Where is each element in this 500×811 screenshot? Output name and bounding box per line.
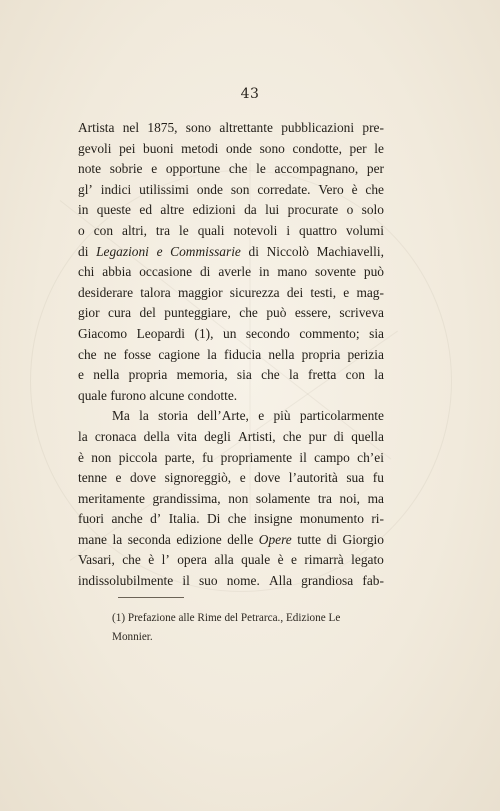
word: Alla: [268, 573, 293, 589]
word: sia: [369, 325, 384, 341]
word: legato: [351, 552, 384, 568]
text-line: [78, 242, 384, 263]
word: e: [290, 552, 297, 568]
word: essere,: [294, 305, 331, 321]
word: sia: [236, 367, 252, 383]
word: corredate.: [257, 181, 311, 197]
footnote-divider: [118, 597, 184, 598]
word: maggior: [177, 284, 223, 300]
word: grandissima,: [152, 490, 221, 506]
word: signoreggiò,: [164, 470, 232, 486]
word: i: [286, 222, 291, 238]
word: Giacomo: [78, 325, 128, 341]
word: tenne: [78, 470, 107, 486]
text-line-content: [78, 180, 384, 201]
word: la: [112, 531, 123, 547]
word: utilissimi: [139, 181, 190, 197]
word: e: [258, 408, 265, 424]
word: ch’ei: [357, 449, 384, 465]
word: Artisti,: [238, 428, 276, 444]
word: nome.: [226, 573, 260, 589]
word: tra: [155, 222, 171, 238]
word: e: [156, 243, 163, 259]
word: fab-: [362, 573, 384, 589]
word: tra: [317, 490, 332, 506]
word: pre-: [362, 120, 384, 135]
word: sicurezza: [229, 284, 280, 300]
word: ri-: [371, 511, 384, 527]
word: sovente: [315, 264, 356, 280]
text-line: [78, 345, 384, 366]
word: è: [78, 449, 84, 465]
word: l’autorità: [288, 470, 338, 486]
word: suo: [198, 573, 218, 589]
word: pubblicazioni: [281, 120, 355, 135]
word: sobrie: [109, 161, 143, 177]
word: degli: [204, 428, 231, 444]
text-line: [78, 221, 384, 242]
word: di: [199, 264, 211, 280]
word: secondo: [245, 325, 290, 341]
text-line: [78, 386, 384, 407]
word: onde: [196, 181, 223, 197]
word: edizioni: [192, 202, 236, 218]
word: solo: [361, 202, 384, 218]
word: fretta: [308, 367, 337, 383]
text-line-content: [78, 118, 384, 139]
footnote-line-content: (1) Prefazione alle Rime del Petrarca., Edizione Le: [112, 612, 341, 624]
word: che: [227, 511, 247, 527]
text-line: [78, 448, 384, 469]
text-line: [78, 283, 384, 304]
word: la: [289, 367, 299, 383]
word: quali: [197, 222, 225, 238]
word: la: [207, 346, 217, 362]
word: solamente: [255, 490, 311, 506]
word: Commissarie: [170, 243, 241, 259]
text-line: [78, 427, 384, 448]
word: Vero: [318, 181, 344, 197]
word: Giorgio: [342, 531, 384, 547]
word: alla: [214, 552, 234, 568]
word: sua: [346, 470, 365, 486]
word: è: [277, 552, 284, 568]
word: e: [343, 284, 350, 300]
word: di: [248, 243, 259, 259]
word: e: [78, 367, 84, 383]
word: parte,: [164, 449, 195, 465]
word: in: [258, 264, 270, 280]
word: Artista: [78, 120, 115, 135]
word: ne: [103, 346, 117, 362]
word: che: [282, 428, 302, 444]
text-line: [78, 489, 384, 510]
footnote: [112, 609, 388, 647]
word: onde: [225, 140, 252, 156]
word: un: [223, 325, 237, 341]
word: le: [179, 222, 189, 238]
word: d’: [150, 511, 162, 527]
text-line-content: [78, 448, 384, 469]
word: notevoli: [233, 222, 278, 238]
word: è: [148, 552, 155, 568]
word: procurate: [287, 202, 339, 218]
word: l’: [161, 552, 170, 568]
word: grandiosa: [301, 573, 354, 589]
word: propriamente: [220, 449, 293, 465]
word: il: [299, 449, 307, 465]
text-line-content: [78, 324, 384, 345]
word: quattro: [299, 222, 337, 238]
text-line: [78, 365, 384, 386]
word: propria: [301, 346, 341, 362]
text-line: [78, 139, 384, 160]
word: pei: [119, 140, 136, 156]
text-line-content: [78, 262, 384, 283]
word: Niccolò: [266, 243, 309, 259]
word: per: [366, 161, 384, 177]
word: per: [349, 140, 367, 156]
text-line-content: [78, 427, 384, 448]
word: cronaca: [94, 428, 137, 444]
word: abbia: [102, 264, 132, 280]
word: meritamente: [78, 490, 145, 506]
word: le: [256, 161, 266, 177]
text-line: [78, 303, 384, 324]
text-line: [78, 180, 384, 201]
word: dell’Arte,: [197, 408, 249, 424]
word: commento;: [299, 325, 360, 341]
word: Opere: [258, 531, 292, 547]
word: testi,: [310, 284, 337, 300]
word: di: [326, 531, 338, 547]
text-line: [78, 262, 384, 283]
word: che: [239, 305, 258, 321]
word: la: [78, 428, 88, 444]
word: pur: [308, 428, 327, 444]
word: più: [273, 408, 291, 424]
word: mane: [78, 531, 107, 547]
word: quale: [241, 552, 271, 568]
text-line-content: [78, 242, 384, 263]
word: quella: [351, 428, 384, 444]
word: rimarrà: [304, 552, 344, 568]
word: perizia: [347, 346, 384, 362]
word: (1),: [194, 325, 214, 341]
text-line: [78, 406, 384, 427]
text-line-content: [78, 159, 384, 180]
word: dove: [254, 470, 281, 486]
word: occasione: [139, 264, 193, 280]
text-line-content: [78, 303, 384, 324]
word: che: [365, 181, 384, 197]
word: fiducia: [224, 346, 262, 362]
word: buoni: [143, 140, 174, 156]
word: altre: [160, 202, 185, 218]
word: nella: [93, 367, 120, 383]
word: opportune: [165, 161, 221, 177]
text-line: [78, 530, 384, 551]
word: averle: [218, 264, 252, 280]
word: scriveva: [339, 305, 384, 321]
word: talora: [140, 284, 171, 300]
word: indici: [100, 181, 132, 197]
text-line-content: [78, 509, 384, 530]
text-line-content: [78, 550, 384, 571]
word: ed: [139, 202, 153, 218]
word: mano: [277, 264, 308, 280]
text-line: [78, 571, 384, 592]
word: Vasari,: [78, 552, 115, 568]
word: nella: [268, 346, 295, 362]
footnote-line-content: Monnier.: [112, 631, 153, 643]
word: le: [374, 140, 384, 156]
word: di: [333, 428, 345, 444]
text-line: [78, 468, 384, 489]
word: e: [115, 470, 122, 486]
word: Di: [206, 511, 221, 527]
word: nel: [122, 120, 140, 135]
text-line-content: [78, 200, 384, 221]
word: chi: [78, 264, 95, 280]
word: che: [261, 367, 280, 383]
word: propria: [128, 367, 168, 383]
word: piccola: [118, 449, 158, 465]
word: con: [345, 367, 365, 383]
word: vita: [176, 428, 197, 444]
word: son: [230, 181, 250, 197]
word: anche: [111, 511, 143, 527]
word: può: [266, 305, 287, 321]
footnote-line: [112, 628, 388, 647]
text-line-content: [78, 489, 384, 510]
word: che: [122, 552, 141, 568]
page-number: 43: [240, 86, 260, 102]
body-text: [78, 118, 384, 592]
word: mag-: [356, 284, 384, 300]
word: campo: [314, 449, 350, 465]
word: ma: [367, 490, 384, 506]
text-line-content: [78, 139, 384, 160]
text-line-content: [78, 221, 384, 242]
text-line: [78, 200, 384, 221]
word: sono: [185, 120, 212, 135]
text-line-content: quale furono alcune condotte.: [78, 387, 238, 403]
text-line: [78, 159, 384, 180]
word: di: [78, 243, 89, 259]
word: opera: [177, 552, 207, 568]
text-line-content: [78, 530, 384, 551]
word: metodi: [181, 140, 219, 156]
text-line: [78, 324, 384, 345]
word: e: [151, 161, 158, 177]
word: cagione: [158, 346, 200, 362]
text-line-content: [112, 406, 384, 427]
word: o: [78, 222, 85, 238]
word: volumi: [345, 222, 384, 238]
word: non: [91, 449, 112, 465]
word: note: [78, 161, 102, 177]
word: condotte,: [292, 140, 342, 156]
word: seconda: [127, 531, 171, 547]
word: queste: [96, 202, 132, 218]
word: la: [374, 367, 384, 383]
word: il: [182, 573, 190, 589]
word: Italia.: [168, 511, 200, 527]
word: fosse: [123, 346, 152, 362]
text-line-content: [78, 365, 384, 386]
word: può: [363, 264, 384, 280]
word: memoria,: [176, 367, 228, 383]
word: fu: [372, 470, 384, 486]
word: dove: [130, 470, 157, 486]
word: sono: [259, 140, 285, 156]
text-line-content: [78, 345, 384, 366]
word: monumento: [299, 511, 364, 527]
word: 1875,: [147, 120, 178, 135]
word: noi,: [339, 490, 361, 506]
text-line-content: [78, 571, 384, 592]
word: accompagnano,: [274, 161, 359, 177]
word: in: [78, 202, 89, 218]
word: gevoli: [78, 140, 112, 156]
word: o: [346, 202, 354, 218]
footnote-line: [112, 609, 388, 628]
word: fu: [202, 449, 214, 465]
word: la: [139, 408, 149, 424]
word: lui: [265, 202, 280, 218]
word: con: [93, 222, 114, 238]
word: desiderare: [78, 284, 134, 300]
word: Machiavelli,: [316, 243, 384, 259]
word: particolarmente: [299, 408, 384, 424]
word: fuori: [78, 511, 105, 527]
word: del: [139, 305, 156, 321]
word: punteggiare,: [164, 305, 231, 321]
word: non: [228, 490, 249, 506]
word: che: [228, 161, 248, 177]
word: tutte: [297, 531, 322, 547]
word: cura: [108, 305, 132, 321]
word: dei: [286, 284, 304, 300]
word: che: [78, 346, 97, 362]
word: da: [244, 202, 257, 218]
word: Leopardi: [136, 325, 185, 341]
word: altrettante: [219, 120, 273, 135]
text-line: [78, 550, 384, 571]
word: è: [351, 181, 358, 197]
text-line: [78, 118, 384, 139]
word: Ma: [112, 408, 130, 424]
word: altri,: [122, 222, 147, 238]
word: gl’: [78, 181, 93, 197]
word: edizione: [176, 531, 222, 547]
text-line-content: [78, 283, 384, 304]
word: gior: [78, 305, 100, 321]
word: storia: [158, 408, 188, 424]
word: della: [143, 428, 170, 444]
text-line: [78, 509, 384, 530]
word: e: [239, 470, 246, 486]
text-line-content: [78, 468, 384, 489]
word: delle: [227, 531, 254, 547]
word: Legazioni: [96, 243, 149, 259]
word: indissolubilmente: [78, 573, 174, 589]
word: insigne: [253, 511, 293, 527]
